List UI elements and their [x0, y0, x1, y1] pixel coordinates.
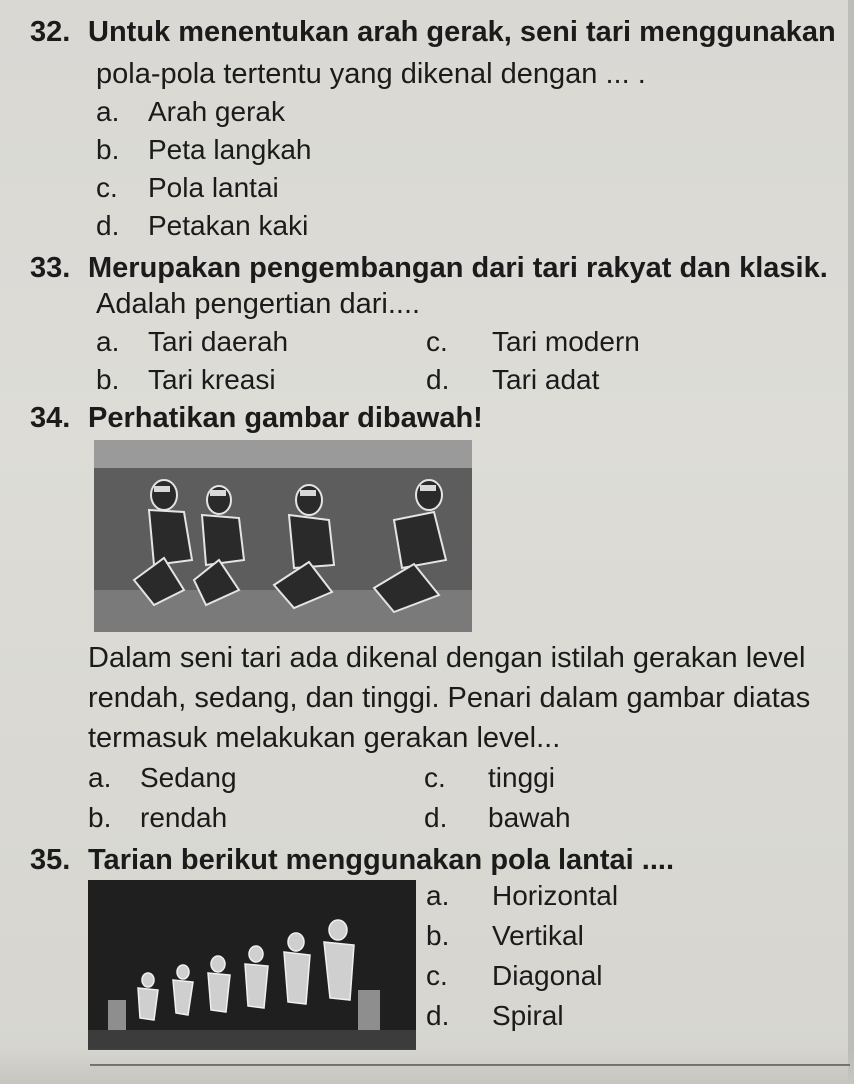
question-34-stem	[30, 400, 483, 436]
option-32-c[interactable]: c. Pola lantai	[96, 172, 279, 203]
question-35-stem	[30, 842, 674, 878]
option-33-a[interactable]: a. Tari daerah	[96, 326, 289, 357]
option-33-c[interactable]: c. Tari modern	[426, 326, 640, 357]
option-34-b[interactable]: b. rendah	[88, 802, 228, 833]
question-32-stem-line2: pola-pola tertentu yang dikenal dengan ... .	[96, 58, 646, 90]
option-35-c[interactable]: c. Diagonal	[426, 960, 603, 991]
option-32-a[interactable]: a. Arah gerak	[96, 96, 285, 127]
option-34-d[interactable]: d. bawah	[424, 802, 571, 833]
question-text: Tarian berikut menggunakan pola lantai ....	[88, 844, 675, 876]
question-34-body-line3: termasuk melakukan gerakan level...	[88, 722, 561, 754]
question-text: Merupakan pengembangan dari tari rakyat dan klasik.	[88, 252, 828, 284]
question-number: 33.	[30, 252, 71, 284]
question-34-body-line1: Dalam seni tari ada dikenal dengan istilah gerakan level	[88, 642, 806, 674]
dancers-line-illustration	[88, 880, 416, 1050]
dancers-photo-floor-pattern	[88, 880, 416, 1050]
option-35-d[interactable]: d. Spiral	[426, 1000, 564, 1031]
page-edge	[848, 0, 854, 1084]
option-33-b[interactable]: b. Tari kreasi	[96, 364, 276, 395]
question-number: 35.	[30, 844, 71, 876]
question-32-stem	[30, 14, 836, 50]
option-35-b[interactable]: b. Vertikal	[426, 920, 584, 951]
dancers-illustration	[94, 440, 472, 632]
question-text: Perhatikan gambar dibawah!	[88, 402, 483, 434]
question-33-stem	[30, 250, 828, 286]
question-text: Untuk menentukan arah gerak, seni tari menggunakan	[88, 16, 836, 48]
question-number: 32.	[30, 16, 71, 48]
question-34-body-line2: rendah, sedang, dan tinggi. Penari dalam gambar diatas	[88, 682, 811, 714]
option-34-a[interactable]: a. Sedang	[88, 762, 237, 793]
dancers-photo-low-level	[94, 440, 472, 632]
question-33-stem-line2: Adalah pengertian dari....	[96, 288, 421, 320]
page-bottom-shadow	[0, 1048, 854, 1084]
option-32-d[interactable]: d. Petakan kaki	[96, 210, 309, 241]
option-35-a[interactable]: a. Horizontal	[426, 880, 619, 911]
option-33-d[interactable]: d. Tari adat	[426, 364, 600, 395]
option-32-b[interactable]: b. Peta langkah	[96, 134, 312, 165]
question-number: 34.	[30, 402, 71, 434]
option-34-c[interactable]: c. tinggi	[424, 762, 555, 793]
